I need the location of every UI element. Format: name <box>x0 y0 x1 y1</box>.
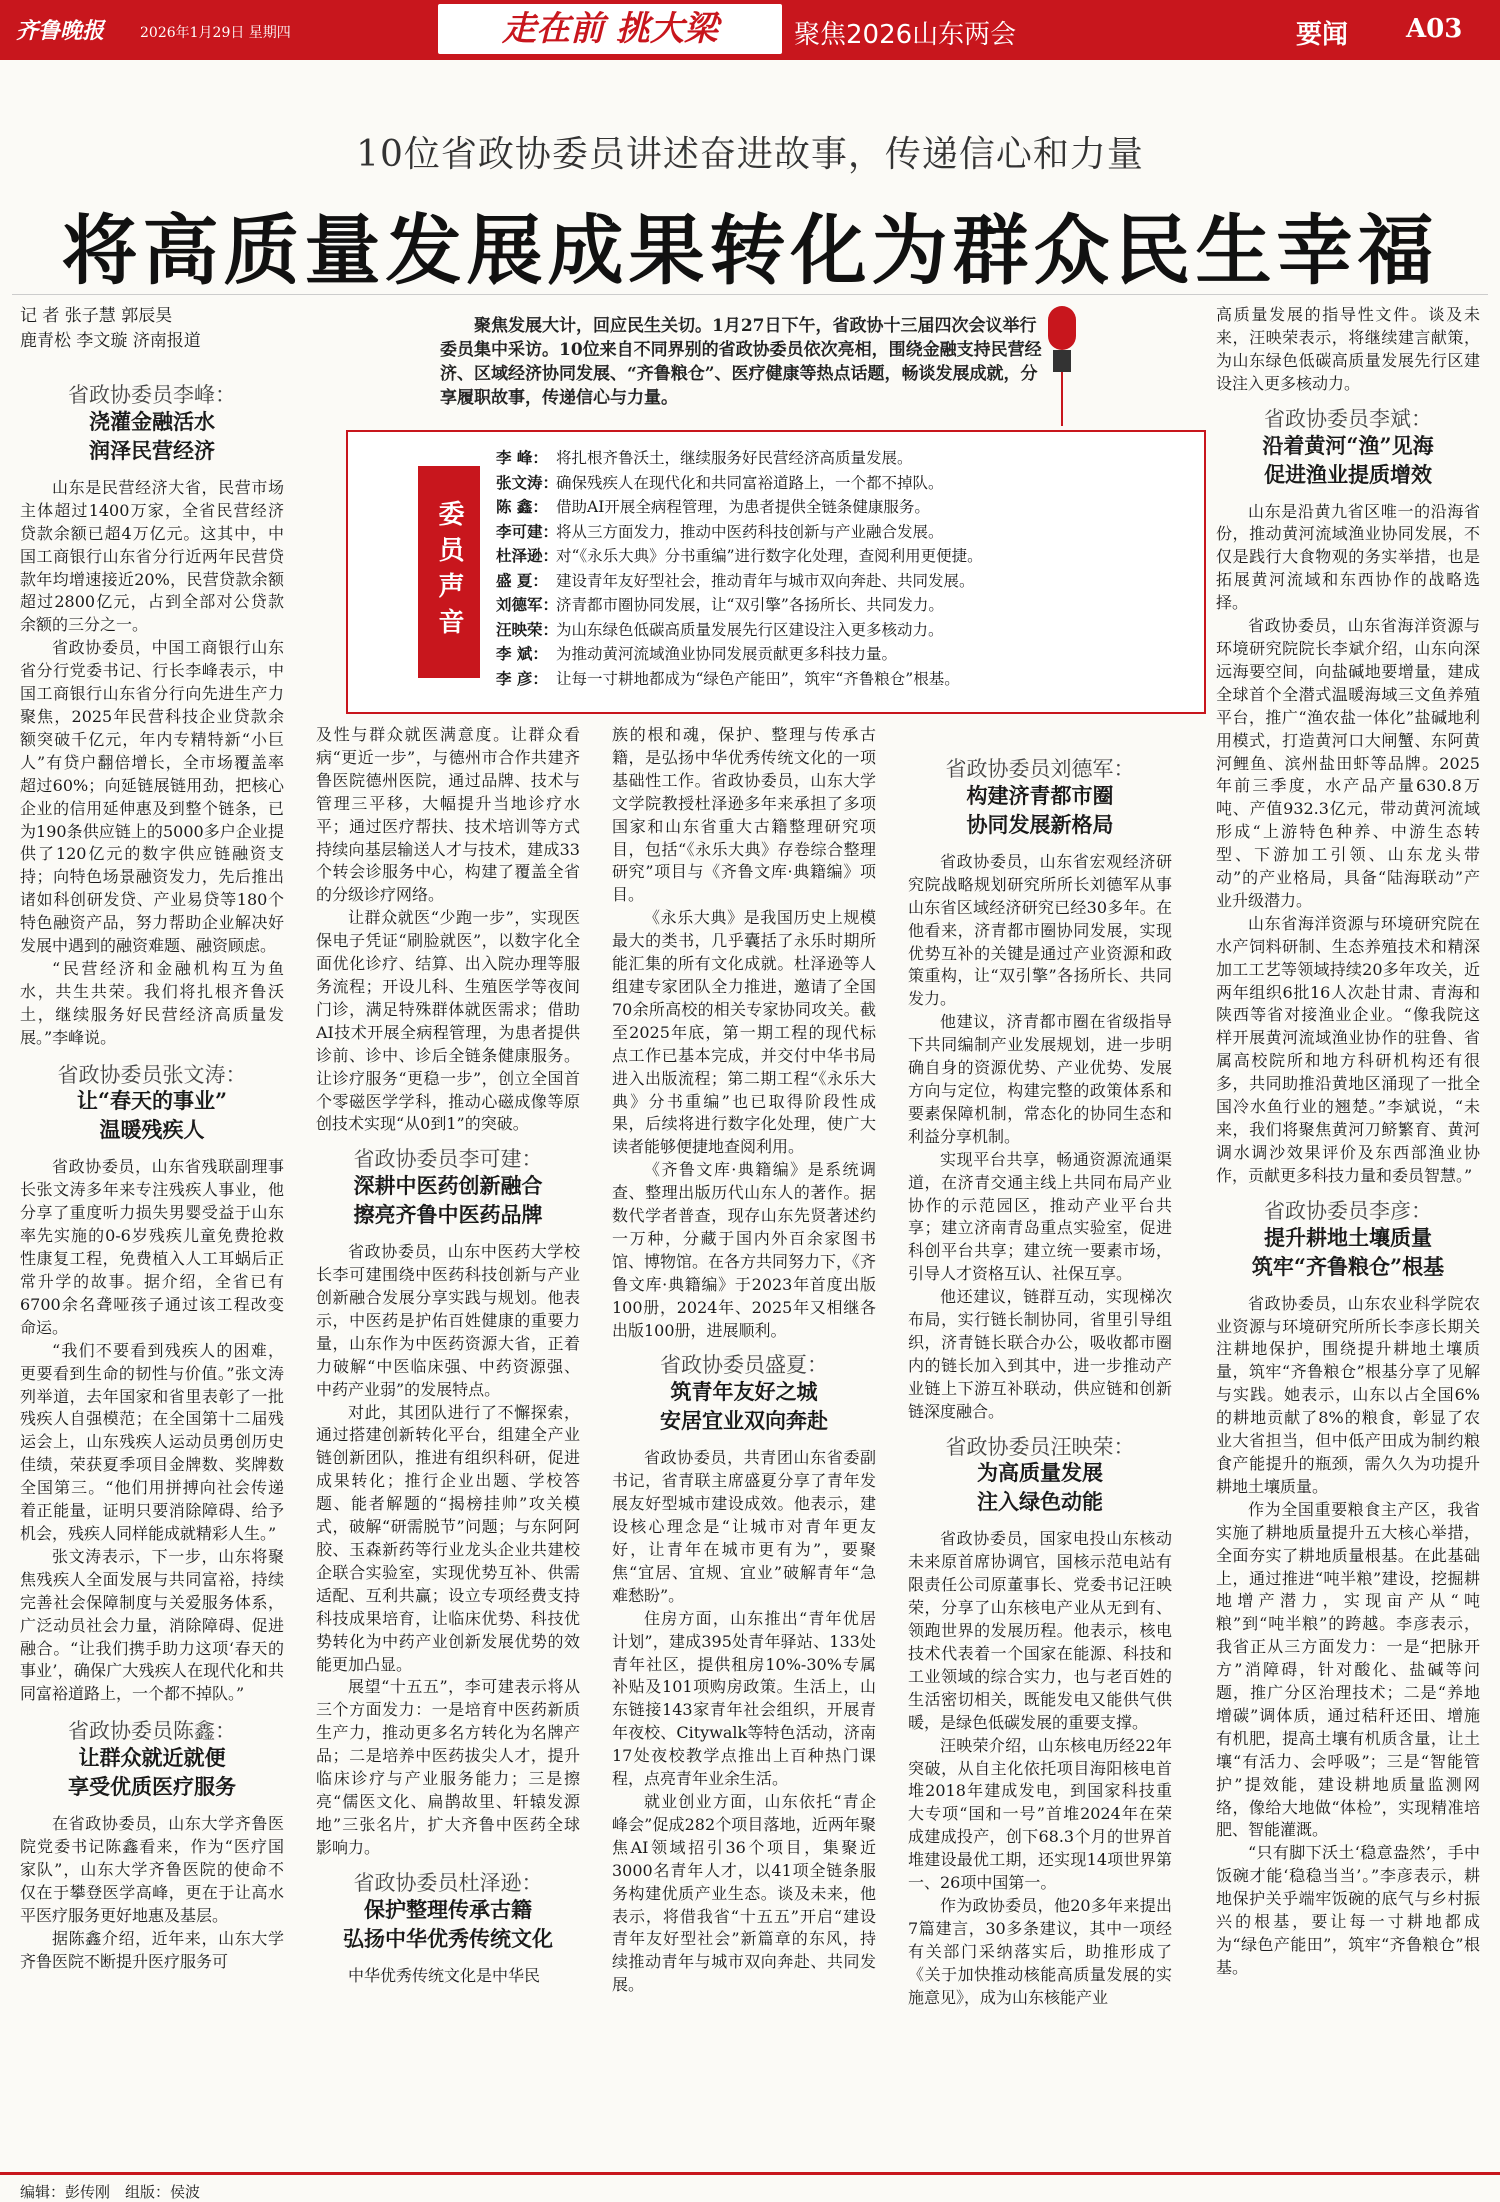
voice-name: 盛 夏： <box>496 570 548 590</box>
voice-text: 济青都市圈协同发展，让“双引擎”各扬所长、共同发力。 <box>556 596 944 614</box>
voice-name: 李 斌： <box>496 644 548 663</box>
voice-line <box>496 446 1186 471</box>
voice-line <box>496 569 1186 594</box>
paragraph: 山东省海洋资源与环境研究院在水产饲料研制、生态养殖技术和精深加工工艺等领域持续20多年攻关，近两年组织6批16人次赴甘肃、青海和陕西等省对接渔业企业。“像我院这样开展黄河流域渔业协作的驻鲁、省属高校院所和地方科研机构还有很多，共同助推沿黄地区涌现了一批全国冷水鱼行业的翘楚。”李斌说，“未来，我们将聚焦黄河刀鲚繁育、黄河调水调沙效果评价及东西部渔业协作，贡献更多科技力量和委员智慧。” <box>1216 913 1480 1185</box>
section-member-label: 省政协委员李可建： <box>353 1147 543 1172</box>
paragraph: 作为全国重要粮食主产区，我省实施了耕地质量提升五大核心举措，全面夯实了耕地质量根基。在此基础上，通过推进“吨半粮”建设，挖掘耕地增产潜力，实现亩产从“吨粮”到“吨半粮”的跨越。李彦表示，我省正从三方面发力：一是“把脉开方”消障碍，针对酸化、盐碱等问题，推广分区治理技术；二是“养地增碳”调体质，通过秸秆还田、增施有机肥，提高土壤有机质含量，让土壤“有活力、会呼吸”；三是“智能管护”提效能，建设耕地质量监测网络，像给大地做“体检”，实现精准培肥、智能灌溉。 <box>1216 1499 1480 1840</box>
section-title: 为高质量发展 <box>977 1460 1103 1486</box>
member-voices-panel <box>346 430 1206 714</box>
paragraph: “民营经济和金融机构互为鱼水，共生共荣。我们将扎根齐鲁沃土，继续服务好民营经济高质量发展。”李峰说。 <box>20 958 284 1047</box>
section-member-label: 省政协委员盛夏： <box>660 1353 828 1378</box>
paragraph: 他还建议，链群互动，实现梯次布局，实行链长制协同，省里引导组织，济青链长联合办公，吸收都市圈内的链长加入到其中，进一步推动产业链上下游互补联动，供应链和创新链深度融合。 <box>908 1287 1172 1421</box>
paragraph: 住房方面，山东推出“青年优居计划”，建成395处青年驿站、133处青年社区，提供租房10%-30%专属补贴及101项购房政策。生活上，山东链接143家青年社会组织，开展青年夜校、Citywalk等特色活动，济南17处夜校教学点推出上百种热门课程，点亮青年业余生活。 <box>612 1608 876 1789</box>
voices-list <box>496 446 1186 691</box>
section-title: 温暖残疾人 <box>99 1117 205 1143</box>
voice-name: 李 峰： <box>496 448 548 467</box>
voice-name: 李可建： <box>496 521 559 541</box>
paragraph: 《永乐大典》是我国历史上规模最大的类书，几乎囊括了永乐时期所能汇集的所有文化成就。杜泽逊等人组建专家团队全力推进，邀请了全国70余所高校的相关专家协同攻关。截至2025年底，第一期工程的现代标点工作已基本完成，并交付中华书局进入出版流程；第二期工程“《永乐大典》分书重编”也已取得阶段性成果，后续将进行数字化处理，使广大读者能够便捷地查阅利用。 <box>612 908 876 1157</box>
voice-line <box>496 471 1186 496</box>
paragraph: “我们不要看到残疾人的困难，更要看到生命的韧性与价值。”张文涛列举道，去年国家和省里表彰了一批残疾人自强模范；在全国第十二届残运会上，山东残疾人运动员勇创历史佳绩，荣获夏季项目金牌数、奖牌数全国第三。“他们用拼搏向社会传递着正能量，证明只要消除障碍、给予机会，残疾人同样能成就精彩人生。” <box>20 1340 284 1543</box>
paragraph: 省政协委员，山东省海洋资源与环境研究院院长李斌介绍，山东向深远海要空间，向盐碱地要增量，建成全球首个全潜式温暖海域三文鱼养殖平台，推广“渔农盐一体化”盐碱地利用模式，打造黄河口大闸蟹、东阿黄河鲤鱼、滨州盐田虾等品牌。2025年前三季度，水产品产量630.8万吨、产值932.3亿元，带动黄河流域形成“上游特色种养、中游生态转型、下游加工引领、山东龙头带动”的产业格局，具备“陆海联动”产业升级潜力。 <box>1216 616 1480 910</box>
section-title: 安居宜业双向奔赴 <box>660 1408 828 1434</box>
paragraph: 据陈鑫介绍，近年来，山东大学齐鲁医院不断提升医疗服务可 <box>20 1928 284 1971</box>
article-column-1 <box>20 378 284 2168</box>
paragraph: 省政协委员，山东农业科学院农业资源与环境研究所所长李彦长期关注耕地保护，围绕提升耕地土壤质量，筑牢“齐鲁粮仓”根基分享了见解与实践。她表示，山东以占全国6%的耕地贡献了8%的粮食，彰显了农业大省担当，但中低产田成为制约粮食产能提升的瓶颈，需久久为功提升耕地土壤质量。 <box>1216 1293 1480 1496</box>
section-member-label: 省政协委员陈鑫： <box>68 1719 236 1744</box>
section-member-label: 省政协委员杜泽逊： <box>353 1870 543 1895</box>
masthead <box>0 0 1500 60</box>
section-member-label: 省政协委员李彦： <box>1264 1198 1432 1223</box>
paragraph: 作为政协委员，他20多年来提出7篇建言，30多条建议，其中一项经有关部门采纳落实后，助推形成了《关于加快推动核能高质量发展的实施意见》，成为山东核能产业 <box>908 1895 1172 2007</box>
section-title: 沿着黄河“渔”见海 <box>1262 432 1434 458</box>
focus-label: 聚焦2026山东两会 <box>794 20 1017 50</box>
byline <box>20 304 310 354</box>
section-title: 筑牢“齐鲁粮仓”根基 <box>1251 1253 1445 1279</box>
paragraph: “只有脚下沃土‘稳意盎然’，手中饭碗才能‘稳稳当当’。”李彦表示，耕地保护关乎端牢饭碗的底气与乡村振兴的根基，要让每一寸耕地都成为“绿色产能田”，筑牢“齐鲁粮仓”根基。 <box>1216 1843 1480 1977</box>
byline-line: 记 者 张子慧 郭辰昊 <box>20 306 173 326</box>
paragraph: 中华优秀传统文化是中华民 <box>348 1965 541 1985</box>
voice-text: 将从三方面发力，推动中医药科技创新与产业融合发展。 <box>556 522 944 541</box>
section-title: 构建济青都市圈 <box>966 782 1114 808</box>
section-title: 促进渔业提质增效 <box>1264 461 1432 487</box>
voice-text: 对“《永乐大典》分书重编”进行数字化处理，查阅利用更便捷。 <box>556 547 983 565</box>
editor-credits: 编辑：彭传刚 组版：侯波 <box>0 2172 1500 2202</box>
section-title: 筑青年友好之城 <box>670 1379 818 1405</box>
voice-text: 确保残疾人在现代化和共同富裕道路上，一个都不掉队。 <box>556 473 944 492</box>
section-member-label: 省政协委员李斌： <box>1264 406 1432 431</box>
voice-name: 刘德军： <box>496 595 559 614</box>
paragraph: 山东是民营经济大省，民营市场主体超过1400万家，全省民营经济贷款余额已超4万亿元。这其中，中国工商银行山东省分行近两年民营贷款年均增速接近20%，民营贷款余额超过2800亿元，占到全部对公贷款余额的三分之一。 <box>20 477 284 635</box>
article-column-2 <box>316 724 580 2168</box>
section-title: 浇灌金融活水 <box>89 408 215 434</box>
voice-text: 将扎根齐鲁沃土，继续服务好民营经济高质量发展。 <box>556 449 913 467</box>
voice-name: 杜泽逊： <box>496 546 559 565</box>
paragraph: 省政协委员，国家电投山东核动未来原首席协调官，国核示范电站有限责任公司原董事长、党委书记汪映荣，分享了山东核电产业从无到有、领跑世界的发展历程。他表示，核电技术代表着一个国家在能源、科技和工业领域的综合实力，也与老百姓的生活密切相关，既能发电又能供气供暖，是绿色低碳发展的重要支撑。 <box>908 1529 1172 1732</box>
paragraph: 省政协委员，共青团山东省委副书记，省青联主席盛夏分享了青年发展友好型城市建设成效。他表示，建设核心理念是“让城市对青年更友好，让青年在城市更有为”，要聚焦“宜居、宜规、宜业”破解青年“急难愁盼”。 <box>612 1448 876 1605</box>
lead-paragraph: 聚焦发展大计，回应民生关切。1月27日下午，省政协十三届四次会议举行委员集中采访。10位来自不同界别的省政协委员依次亮相，围绕金融支持民营经济、区域经济协同发展、“齐鲁粮仓”、医疗健康等热点话题，畅谈发展成就，分享履职故事，传递信心与力量。 <box>440 316 1042 408</box>
voice-name: 李 彦： <box>496 668 548 688</box>
voice-text: 为山东绿色低碳高质量发展先行区建设注入更多核动力。 <box>556 620 944 639</box>
voice-text: 建设青年友好型社会，推动青年与城市双向奔赴、共同发展。 <box>556 571 975 590</box>
subheadline: 10位省政协委员讲述奋进故事，传递信心和力量 <box>356 134 1144 175</box>
paragraph: 汪映荣介绍，山东核电历经22年突破，从自主化依托项目海阳核电首堆2018年建成发电，到国家科技重大专项“国和一号”首堆2024年在荣成建成投产，创下68.3个月的世界首堆建设最优工期，还实现14项世界第一、26项中国第一。 <box>908 1735 1172 1893</box>
section-title: 深耕中医药创新融合 <box>353 1173 543 1199</box>
voice-line <box>496 618 1186 643</box>
section-member-label: 省政协委员刘德军： <box>945 757 1135 781</box>
paragraph: 及性与群众就医满意度。让群众看病“更近一步”，与德州市合作共建齐鲁医院德州医院，通过品牌、技术与管理三平移，大幅提升当地诊疗水平；通过医疗帮扶、技术培训等方式持续向基层输送人才与技术，建成33个转会诊服务中心，构建了覆盖全省的分级诊疗网络。 <box>316 725 580 905</box>
section-title: 保护整理传承古籍 <box>364 1896 532 1922</box>
issue-date: 2026年1月29日 星期四 <box>140 25 291 41</box>
section-title: 注入绿色动能 <box>977 1489 1103 1515</box>
article-column-5 <box>1216 304 1480 2168</box>
paragraph: 就业创业方面，山东依托“青企峰会”促成282个项目落地，近两年聚焦AI领域招引36个项目，集聚近3000名青年人才，以41项全链条服务构建优质产业生态。谈及未来，他表示，将借我省“十五五”开启“建设青年友好型社会”新篇章的东风，持续推动青年与城市双向奔赴、共同发展。 <box>612 1791 876 1995</box>
paragraph: 高质量发展的指导性文件。谈及未来，汪映荣表示，将继续建言献策，为山东绿色低碳高质量发展先行区建设注入更多核动力。 <box>1216 305 1480 393</box>
paragraph: 省政协委员，山东省宏观经济研究院战略规划研究所所长刘德军从事山东省区域经济研究已经30多年。在他看来，济青都市圈协同发展，实现优势互补的关键是通过产业资源和政策重构，让“双引擎”各扬所长、共同发力。 <box>908 851 1172 1009</box>
paragraph: 族的根和魂，保护、整理与传承古籍，是弘扬中华优秀传统文化的一项基础性工作。省政协委员，山东大学文学院教授杜泽逊多年来承担了多项国家和山东省重大古籍整理研究项目，包括“《永乐大典》存卷综合整理研究”项目与《齐鲁文库·典籍编》项目。 <box>612 725 876 905</box>
paragraph: 对此，其团队进行了不懈探索，通过搭建创新转化平台，组建全产业链创新团队，推进有组织科研，促进成果转化；推行企业出题、学校答题、能者解题的“揭榜挂帅”攻关模式，破解“研需脱节”问题；与东阿阿胶、玉森新药等行业龙头企业共建校企联合实验室，实现优势互补、供需适配、互利共赢；设立专项经费支持科技成果培育，让临床优势、科技优势转化为中药产业创新发展优势的效能更加凸显。 <box>316 1402 580 1674</box>
section-title: 润泽民营经济 <box>89 437 215 463</box>
paragraph: 省政协委员，山东省残联副理事长张文涛多年来专注残疾人事业，他分享了重度听力损失男婴受益于山东率先实施的0-6岁残疾儿童免费抢救性康复工程，免费植入人工耳蜗后正常升学的故事。据介绍，全省已有6700余名聋哑孩子通过该工程改变命运。 <box>20 1157 284 1337</box>
voice-text: 为推动黄河流域渔业协同发展贡献更多科技力量。 <box>556 645 898 663</box>
microphone-icon <box>1026 300 1098 428</box>
article-column-4 <box>908 752 1172 2168</box>
section-member-label: 省政协委员张文涛： <box>57 1062 247 1087</box>
voice-text: 借助AI开展全病程管理，为患者提供全链条健康服务。 <box>556 498 930 516</box>
paragraph: 省政协委员，中国工商银行山东省分行党委书记、行长李峰表示，中国工商银行山东省分行向先进生产力聚焦，2025年民营科技企业贷款余额突破千亿元，年内专精特新“小巨人”有贷户翻倍增长，全市场覆盖率超过60%；向延链展链用劲，把核心企业的信用延伸惠及到整个链条，已为190条供应链上的5000多户企业提供了120亿元的数字供应链融资支持；向特色场景融资发力，先后推出诸如科创研发贷、产业易贷等180个特色融资产品，努力帮助企业解决好发展中遇到的融资难题、融资顾虑。 <box>20 638 284 956</box>
section-member-label: 省政协委员汪映荣： <box>945 1434 1135 1459</box>
voice-line <box>496 495 1186 520</box>
section-title: 让群众就近就便 <box>78 1745 226 1771</box>
voice-name: 汪映荣： <box>496 619 559 639</box>
slogan-banner: 走在前 挑大梁 <box>438 4 782 54</box>
voice-name: 陈 鑫： <box>496 497 548 516</box>
newspaper-logo: 齐鲁晚报 <box>16 18 105 44</box>
section-title: 协同发展新格局 <box>966 811 1114 837</box>
paragraph: 山东是沿黄九省区唯一的沿海省份，推动黄河流域渔业协同发展，不仅是践行大食物观的务实举措，也是拓展黄河流域和东西协作的战略选择。 <box>1216 501 1480 613</box>
headline-rule <box>12 294 1488 295</box>
paragraph: 张文涛表示，下一步，山东将聚焦残疾人全面发展与共同富裕，持续完善社会保障制度与关爱服务体系，广泛动员社会力量，消除障碍、促进融合。“让我们携手助力这项‘春天的事业’，确保广大残疾人在现代化和共同富裕道路上，一个都不掉队。” <box>20 1546 284 1704</box>
section-title: 享受优质医疗服务 <box>68 1774 236 1800</box>
page-number: A03 <box>1406 14 1463 44</box>
voice-line <box>496 520 1186 545</box>
paragraph: 实现平台共享，畅通资源流通渠道，在济青交通主线上共同布局产业协作的示范园区，推动产业平台共享；建立济南青岛重点实验室，促进科创平台共享；建立统一要素市场，引导人才资格互认、社保互享。 <box>908 1149 1172 1284</box>
voice-name: 张文涛： <box>496 472 559 492</box>
paragraph: 在省政协委员，山东大学齐鲁医院党委书记陈鑫看来，作为“医疗国家队”，山东大学齐鲁医院的使命不仅在于攀登医学高峰，更在于让高水平医疗服务更好地惠及基层。 <box>20 1814 284 1925</box>
section-title: 擦亮齐鲁中医药品牌 <box>353 1202 543 1228</box>
voice-line <box>496 544 1186 569</box>
section-label: 要闻 <box>1296 20 1349 50</box>
headline: 将高质量发展成果转化为群众民生幸福 <box>61 206 1439 295</box>
paragraph: 他建议，济青都市圈在省级指导下共同编制产业发展规划，进一步明确自身的资源优势、产业优势、发展方向与定位，构建完整的政策体系和要素保障机制，常态化的协同生态和利益分享机制。 <box>908 1012 1172 1146</box>
voice-line <box>496 667 1186 692</box>
paragraph: 《齐鲁文库·典籍编》是系统调查、整理出版历代山东人的著作。据数代学者普查，现存山东先贤著述约一万种，分藏于国内外百余家图书馆、博物馆。在各方共同努力下，《齐鲁文库·典籍编》于2023年首度出版100册，2024年、2025年又相继各出版100册，进展顺利。 <box>612 1160 876 1340</box>
section-title: 弘扬中华优秀传统文化 <box>343 1925 553 1951</box>
voice-line <box>496 642 1186 667</box>
paragraph: 省政协委员，山东中医药大学校长李可建围绕中医药科技创新与产业创新融合发展分享实践与规划。他表示，中医药是护佑百姓健康的重要力量，山东作为中医药资源大省，正着力破解“中医临床强、中药资源强、中药产业弱”的发展特点。 <box>316 1242 580 1399</box>
paragraph: 让群众就医“少跑一步”，实现医保电子凭证“刷脸就医”，以数字化全面优化诊疗、结算、出入院办理等服务流程；开设儿科、生殖医学等夜间门诊，满足特殊群体就医需求；借助AI技术开展全病程管理，为患者提供诊前、诊中、诊后全链条健康服务。让诊疗服务“更稳一步”，创立全国首个零磁医学学科，推动心磁成像等原创技术实现“从0到1”的突破。 <box>316 908 580 1134</box>
section-title: 提升耕地土壤质量 <box>1264 1224 1432 1250</box>
byline-line: 鹿青松 李文璇 济南报道 <box>20 331 201 351</box>
voice-line <box>496 593 1186 618</box>
voices-tag: 委员声音 <box>418 466 480 678</box>
paragraph: 展望“十五五”，李可建表示将从三个方面发力：一是培育中医药新质生产力，推动更多名方转化为名牌产品；二是培养中医药拔尖人才，提升临床诊疗与产业服务能力；三是擦亮“儒医文化、扁鹊故里、轩辕发源地”三张名片，扩大齐鲁中医药全球影响力。 <box>316 1677 580 1857</box>
section-member-label: 省政协委员李峰： <box>68 383 236 407</box>
section-title: 让“春天的事业” <box>76 1088 228 1114</box>
voice-text: 让每一寸耕地都成为“绿色产能田”，筑牢“齐鲁粮仓”根基。 <box>556 669 960 688</box>
article-column-3 <box>612 724 876 2168</box>
